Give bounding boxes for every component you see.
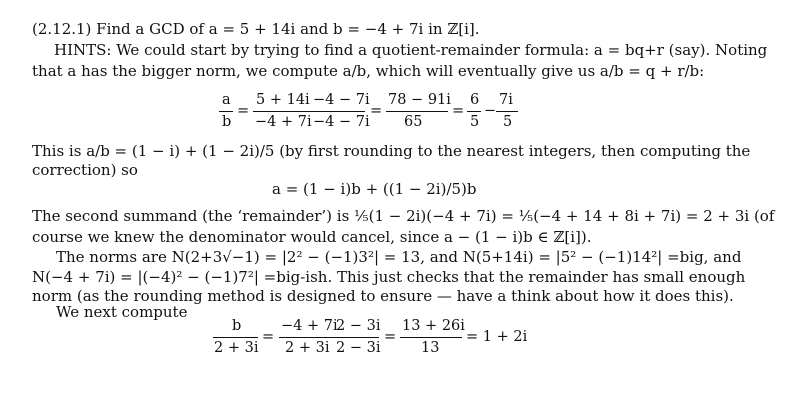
equals-sign: =	[370, 103, 383, 119]
frac5-bar	[496, 111, 518, 112]
hints-line: HINTS: We could start by trying to find a quotient-remainder formula: a = bq+r (say). Noting	[54, 41, 768, 59]
frac3-den: 13	[421, 340, 440, 356]
frac2-bar	[253, 111, 365, 112]
text-line: that a has the bigger norm, we compute a/b, which will eventually give us a/b = q + r/b:	[32, 62, 705, 80]
frac1-bar	[219, 111, 233, 112]
frac1-den: b	[222, 114, 232, 130]
text-line: correction) so	[32, 161, 138, 179]
problem-heading: (2.12.1) Find a GCD of a = 5 + 14i and b = −4 + 7i in ℤ[i].	[32, 20, 480, 38]
frac4-den: 5	[470, 114, 480, 130]
frac2-den-a: −4 + 7i	[255, 114, 312, 130]
frac2-den-b: −4 − 7i	[313, 114, 370, 130]
frac1-den: 2 + 3i	[214, 340, 259, 356]
text-line: We next compute	[56, 303, 188, 321]
frac2-den-a: 2 + 3i	[285, 340, 330, 356]
minus-sign: −	[484, 103, 497, 119]
frac1-num: a	[222, 92, 231, 108]
text-line: The second summand (the ‘remainder’) is ⅕(1 − 2i)(−4 + 7i) = ⅕(−4 + 14 + 8i + 7i) = 2 + 3i (of	[32, 207, 775, 225]
text-line: norm (as the rounding method is designed to ensure — have a think about how it does this).	[32, 287, 734, 305]
frac2-num-a: 5 + 14i	[256, 92, 310, 108]
equals-sign: =	[262, 329, 275, 345]
frac1-num: b	[232, 318, 242, 334]
text-line: N(−4 + 7i) = |(−4)² − (−1)7²| =big-ish. This just checks that the remainder has small enough	[32, 268, 746, 286]
frac2-den-b: 2 − 3i	[336, 340, 381, 356]
frac5-den: 5	[503, 114, 513, 130]
frac2-num-b: 2 − 3i	[336, 318, 381, 334]
text-line: The norms are N(2+3√−1) = |2² − (−1)3²| = 13, and N(5+14i) = |5² − (−1)14²| =big, and	[56, 248, 742, 266]
frac3-bar	[386, 111, 448, 112]
frac1-bar	[213, 337, 258, 338]
frac3-den: 65	[404, 114, 423, 130]
frac3-num: 13 + 26i	[402, 318, 465, 334]
display-equation: a = (1 − i)b + ((1 − 2i)/5)b	[272, 180, 477, 198]
text-line: This is a/b = (1 − i) + (1 − 2i)/5 (by first rounding to the nearest integers, then computing the	[32, 142, 751, 160]
frac2-num-a: −4 + 7i	[281, 318, 338, 334]
equals-sign: =	[384, 329, 397, 345]
frac4-num: 6	[470, 92, 480, 108]
frac2-num-b: −4 − 7i	[313, 92, 370, 108]
frac3-num: 78 − 91i	[388, 92, 451, 108]
text-line: course we knew the denominator would cancel, since a − (1 − i)b ∈ ℤ[i]).	[32, 228, 592, 246]
frac2-bar	[279, 337, 379, 338]
equals-sign: =	[452, 103, 465, 119]
equals-sign: =	[237, 103, 250, 119]
frac3-bar	[400, 337, 462, 338]
frac4-bar	[467, 111, 481, 112]
result: = 1 + 2i	[466, 329, 528, 345]
frac5-num: 7i	[499, 92, 513, 108]
